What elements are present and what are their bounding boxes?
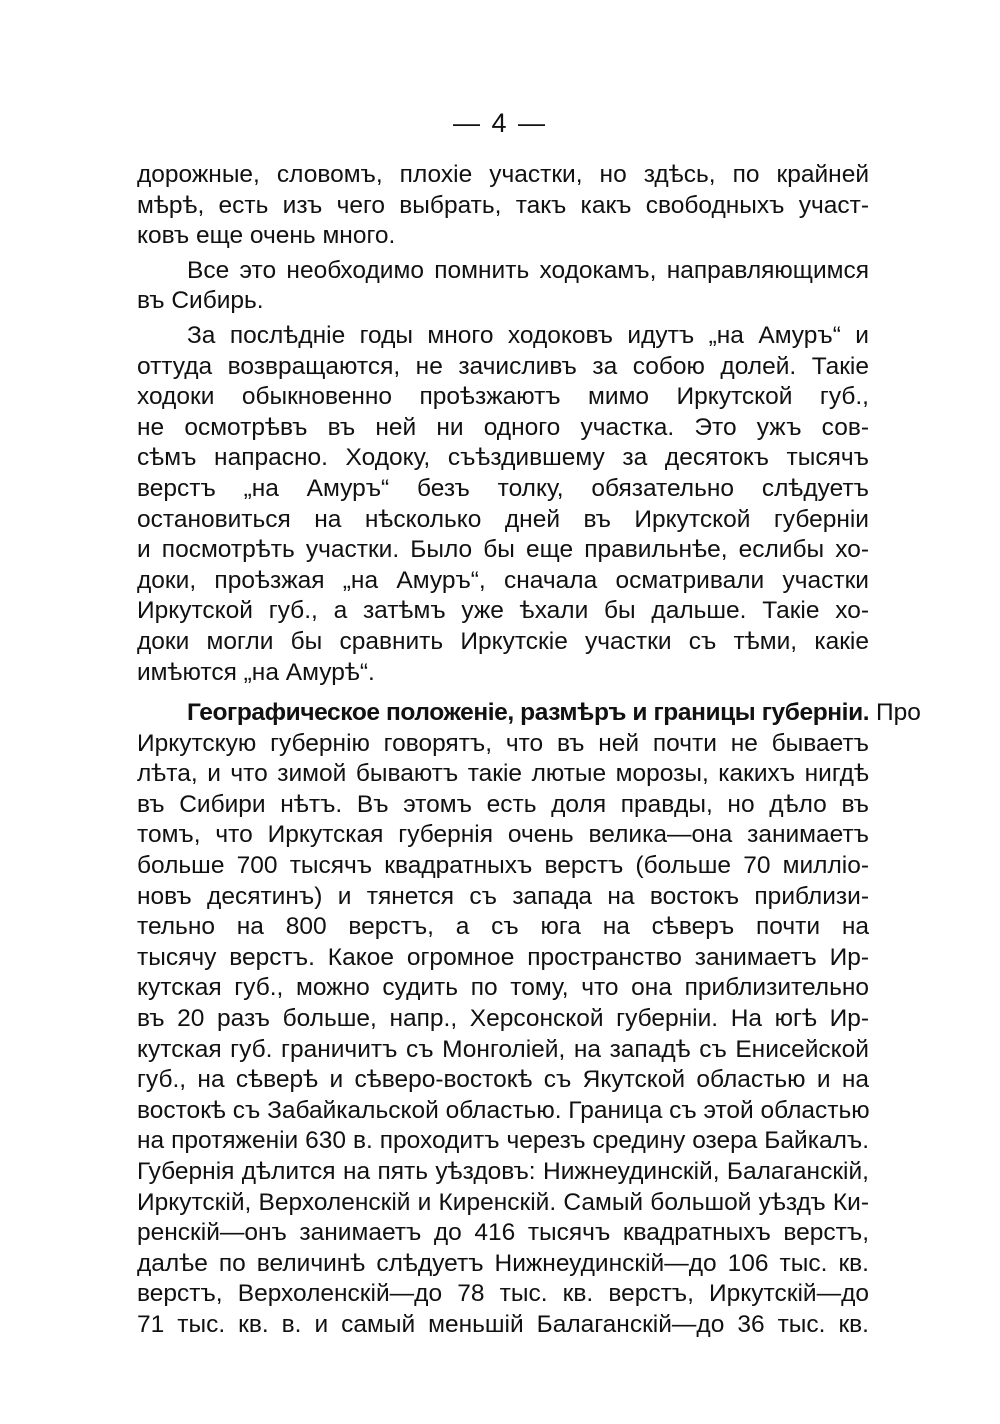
paragraph-line: въ Сибирь. — [137, 287, 264, 315]
section-line: кутская губ. граничитъ съ Монголіей, на западѣ съ Енисейской — [137, 1035, 869, 1063]
section-line: тельно на 800 верстъ, а съ юга на сѣверъ почти на — [137, 913, 869, 941]
section-geography — [137, 698, 921, 1340]
section-line: въ Сибири нѣтъ. Въ этомъ есть доля правды, но дѣло въ — [137, 790, 869, 818]
section-line: больше 700 тысячъ квадратныхъ верстъ (больше 70 милліо- — [137, 852, 869, 880]
section-line: губ., на сѣверѣ и сѣверо-востокѣ съ Якутской областью и на — [137, 1066, 869, 1094]
section-heading: Географическое положеніе, размѣръ и границы губерніи. — [187, 699, 870, 727]
paragraph-line: ковъ еще очень много. — [137, 222, 396, 250]
paragraph-line: ходоки обыкновенно проѣзжаютъ мимо Иркутской губ., — [137, 383, 869, 411]
section-first-line-rest: Про — [869, 699, 921, 727]
paragraph-line: имѣются „на Амурѣ“. — [137, 658, 375, 686]
paragraph-line: дорожные, словомъ, плохіе участки, но здѣсь, по крайней — [137, 161, 869, 188]
paragraph-line: сѣмъ напрасно. Ходоку, съѣздившему за десятокъ тысячъ — [137, 444, 869, 472]
page-number: — 4 — — [452, 108, 548, 138]
paragraph-line: Все это необходимо помнить ходокамъ, направляющимся — [187, 256, 869, 284]
section-line: Иркутскій, Верхоленскій и Киренскій. Самый большой уѣздъ Ки- — [137, 1188, 869, 1216]
section-line: новъ десятинъ) и тянется съ запада на востокъ приблизи- — [137, 882, 869, 910]
section-line: на протяженіи 630 в. проходитъ черезъ средину озера Байкалъ. — [137, 1127, 869, 1155]
text-body — [137, 160, 921, 1341]
paragraph-line: оттуда возвращаются, не зачисливъ за собою долей. Такіе — [137, 352, 869, 380]
section-line: кутская губ., можно судить по тому, что она приблизительно — [137, 974, 869, 1002]
section-first-line — [137, 698, 921, 729]
paragraph-line: остановиться на нѣсколько дней въ Иркутской губерніи — [137, 505, 869, 533]
paragraph-line: Иркутской губ., а затѣмъ уже ѣхали бы дальше. Такіе хо- — [137, 597, 869, 625]
paragraph-line: мѣрѣ, есть изъ чего выбрать, такъ какъ свободныхъ участ- — [137, 191, 869, 219]
paragraph-1 — [137, 160, 869, 252]
paragraph-line: и посмотрѣть участки. Было бы еще правильнѣе, еслибы хо- — [137, 536, 869, 564]
paragraph-line: верстъ „на Амуръ“ безъ толку, обязательно слѣдуетъ — [137, 474, 869, 502]
section-line: далѣе по величинѣ слѣдуетъ Нижнеудинскій—до 106 тыс. кв. — [137, 1249, 869, 1277]
paragraph-2 — [137, 256, 869, 317]
section-line: Губернія дѣлится на пять уѣздовъ: Нижнеудинскій, Балаганскій, — [137, 1158, 869, 1185]
paragraph-gap — [137, 688, 869, 698]
section-line: 71 тыс. кв. в. и самый меньшій Балаганскій—до 36 тыс. кв. — [137, 1310, 869, 1338]
section-line: ренскій—онъ занимаетъ до 416 тысячъ квадратныхъ верстъ, — [137, 1219, 869, 1247]
section-line: верстъ, Верхоленскій—до 78 тыс. кв. верстъ, Иркутскій—до — [137, 1280, 869, 1308]
paragraph-3 — [137, 321, 869, 688]
section-line: томъ, что Иркутская губернія очень велика—она занимаетъ — [137, 821, 869, 849]
section-line: лѣта, и что зимой бываютъ такіе лютые морозы, какихъ нигдѣ — [137, 760, 869, 788]
paragraph-line: доки могли бы сравнить Иркутскіе участки съ тѣми, какіе — [137, 627, 869, 655]
section-line: Иркутскую губернію говорятъ, что въ ней почти не бываетъ — [137, 729, 869, 757]
section-line: востокѣ съ Забайкальской областью. Граница съ этой областью — [137, 1096, 870, 1124]
paragraph-line: За послѣдніе годы много ходоковъ идутъ „на Амуръ“ и — [187, 321, 869, 349]
paragraph-line: не осмотрѣвъ въ ней ни одного участка. Это ужъ сов- — [137, 413, 869, 441]
section-line: въ 20 разъ больше, напр., Херсонской губерніи. На югѣ Ир- — [137, 1005, 869, 1033]
section-line: тысячу верстъ. Какое огромное пространство занимаетъ Ир- — [137, 943, 869, 971]
paragraph-line: доки, проѣзжая „на Амуръ“, сначала осматривали участки — [137, 566, 869, 594]
